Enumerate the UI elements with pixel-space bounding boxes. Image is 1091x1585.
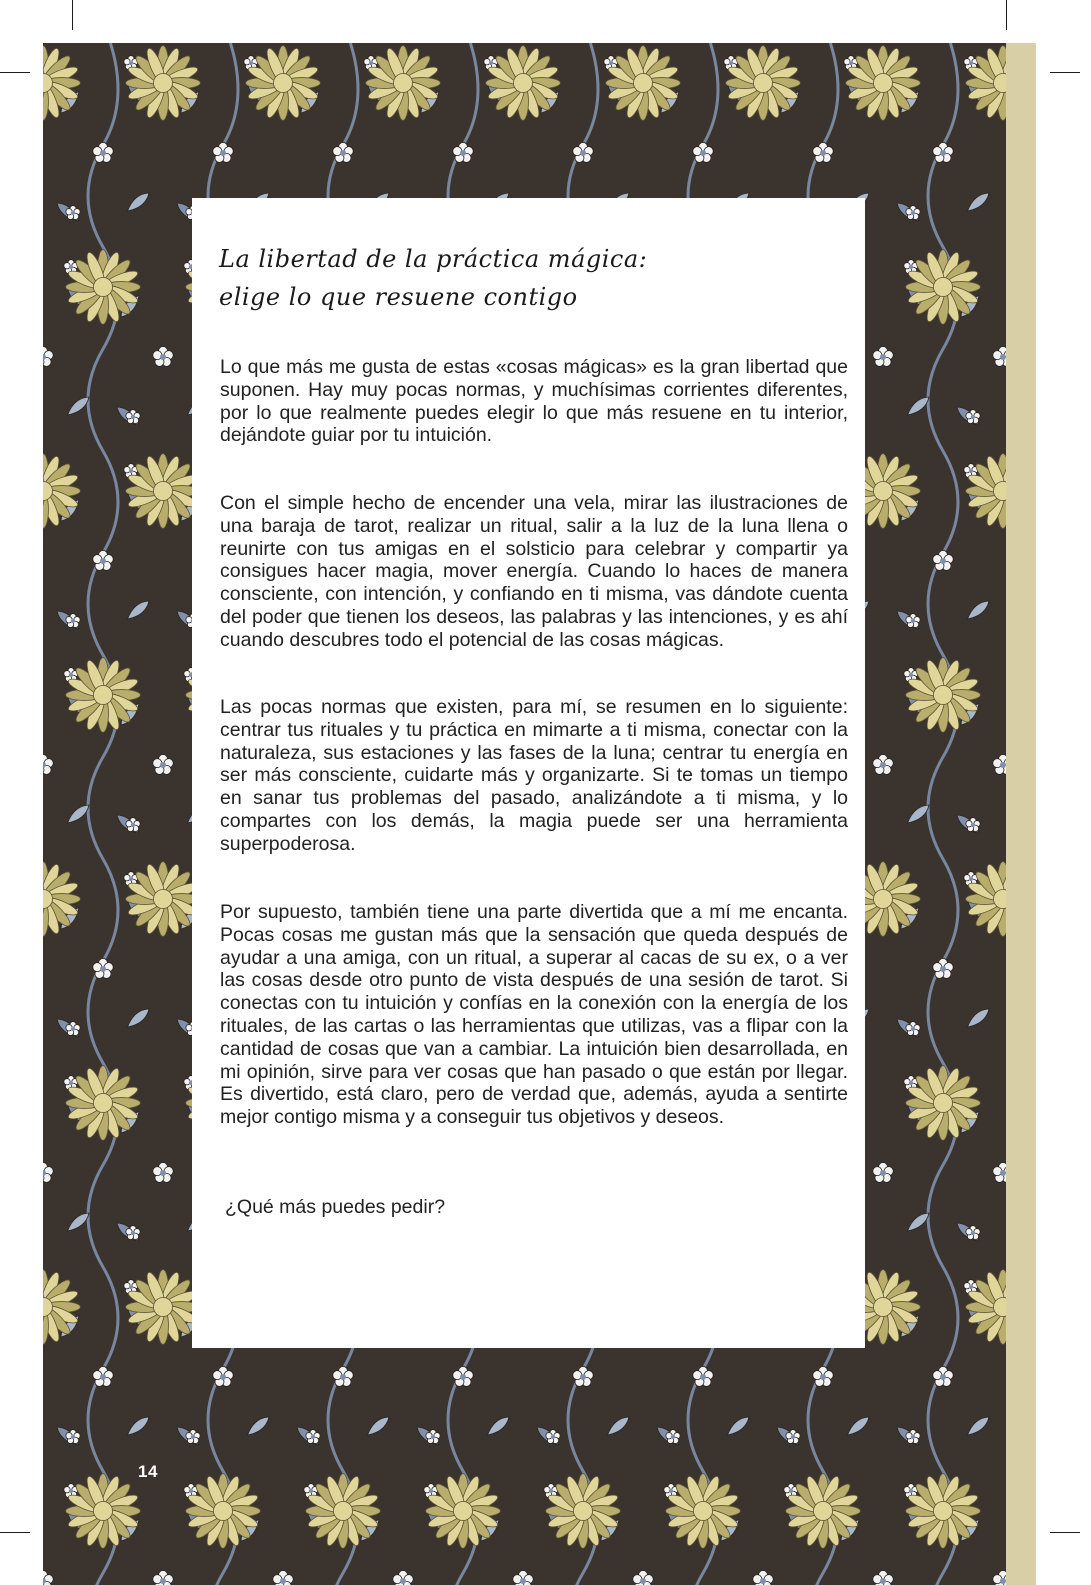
page-number: 14 xyxy=(138,1462,158,1481)
white-blossom xyxy=(872,755,895,777)
chrysanthemum-flower xyxy=(906,1474,981,1549)
chrysanthemum-flower xyxy=(906,250,981,325)
chrysanthemum-flower xyxy=(66,250,141,325)
chrysanthemum-flower xyxy=(366,46,441,121)
white-blossom xyxy=(152,755,175,777)
chrysanthemum-flower xyxy=(126,46,201,121)
white-blossom xyxy=(872,1163,895,1185)
white-blossom xyxy=(872,1571,895,1585)
leaf-shape xyxy=(605,1414,632,1439)
white-blossom xyxy=(43,347,54,369)
crop-mark-top-left xyxy=(72,0,73,30)
leaf-shape xyxy=(845,1414,872,1439)
chrysanthemum-flower xyxy=(186,1474,261,1549)
chrysanthemum-flower xyxy=(126,1270,201,1345)
crop-mark-right-bottom xyxy=(1050,1532,1080,1533)
chrysanthemum-flower xyxy=(846,46,921,121)
crop-mark-top-right xyxy=(1006,0,1007,30)
chrysanthemum-flower xyxy=(906,658,981,733)
leaf-shape xyxy=(725,1414,752,1439)
white-blossom xyxy=(392,1571,415,1585)
leaf-shape xyxy=(965,598,992,623)
leaf-shape xyxy=(485,1414,512,1439)
white-blossom xyxy=(992,347,1006,369)
chrysanthemum-flower xyxy=(66,1066,141,1141)
paragraph-3: Las pocas normas que existen, para mí, se resumen en lo siguiente: centrar tus rituales y tu práctica en mimarte a ti misma, conectar con la naturaleza, sus estaciones y las fases de la luna; centrar tu energía en ser más consciente, cuidarte más y organizarte. Si te tomas un tiempo en sanar tus problemas del pasado, analizándote a ti misma, y lo compartes con los demás, la magia puede ser una herramienta superpoderosa. xyxy=(220,696,848,855)
white-blossom xyxy=(872,347,895,369)
white-blossom xyxy=(512,1571,535,1585)
white-blossom xyxy=(152,1571,175,1585)
leaf-shape xyxy=(125,190,152,215)
paragraph-1: Lo que más me gusta de estas «cosas mágicas» es la gran libertad que suponen. Hay muy pocas normas, y muchísimas corrientes diferentes, por lo que realmente puedes elegir lo que más resuene en tu interior, dejándote guiar por tu intuición. xyxy=(220,356,848,447)
chrysanthemum-flower xyxy=(666,1474,741,1549)
leaf-shape xyxy=(125,1414,152,1439)
chapter-title xyxy=(219,240,839,316)
white-blossom xyxy=(272,1571,295,1585)
crop-mark-left-bottom xyxy=(0,1532,30,1533)
leaf-shape xyxy=(965,190,992,215)
crop-mark-right-top xyxy=(1050,72,1080,73)
chrysanthemum-flower xyxy=(66,1474,141,1549)
leaf-shape xyxy=(965,1006,992,1031)
text-panel xyxy=(192,198,865,1348)
paragraph-5-question: ¿Qué más puedes pedir? xyxy=(225,1196,446,1218)
chrysanthemum-flower xyxy=(246,46,321,121)
chapter-title-line-1: La libertad de la práctica mágica: xyxy=(219,245,648,273)
chrysanthemum-flower xyxy=(126,454,201,529)
white-blossom xyxy=(152,347,175,369)
chrysanthemum-flower xyxy=(486,46,561,121)
chrysanthemum-flower xyxy=(726,46,801,121)
page-spine-strip xyxy=(1006,43,1036,1585)
paragraph-2: Con el simple hecho de encender una vela, mirar las ilustraciones de una baraja de tarot, realizar un ritual, salir a la luz de la luna llena o reunirte con tus amigas en el solsticio para celebrar y compartir ya consigues hacer magia, mover energía. Cuando lo haces de manera consciente, con intención, y confiando en ti misma, vas dándote cuenta del poder que tienen los deseos, las palabras y las intenciones, y es ahí cuando descubres todo el potencial de las cosas mágicas. xyxy=(220,492,848,651)
white-blossom xyxy=(43,1163,54,1185)
white-blossom xyxy=(632,1571,655,1585)
chrysanthemum-flower xyxy=(906,1066,981,1141)
white-blossom xyxy=(43,755,54,777)
white-blossom xyxy=(152,1163,175,1185)
white-blossom xyxy=(992,1571,1006,1585)
chrysanthemum-flower xyxy=(66,658,141,733)
white-blossom xyxy=(752,1571,775,1585)
leaf-shape xyxy=(965,1414,992,1439)
leaf-shape xyxy=(365,1414,392,1439)
chrysanthemum-flower xyxy=(606,46,681,121)
chrysanthemum-flower xyxy=(786,1474,861,1549)
chrysanthemum-flower xyxy=(426,1474,501,1549)
chrysanthemum-flower xyxy=(126,862,201,937)
paragraph-4: Por supuesto, también tiene una parte divertida que a mí me encanta. Pocas cosas me gustan más que la sensación que queda después de ayudar a una amiga, con un ritual, a superar al cacas de su ex, o a ver las cosas desde otro punto de vista después de una sesión de tarot. Si conectas con tu intuición y confías en la conexión con la energía de los rituales, de las cartas o las herramientas que utilizas, vas a flipar con la cantidad de cosas que van a cambiar. La intuición bien desarrollada, en mi opinión, sirve para ver cosas que han pasado o que están por llegar. Es divertido, está claro, pero de verdad que, además, ayuda a sentirte mejor contigo misma y a conseguir tus objetivos y deseos. xyxy=(220,901,848,1129)
white-blossom xyxy=(992,755,1006,777)
crop-mark-left-top xyxy=(0,72,30,73)
leaf-shape xyxy=(245,1414,272,1439)
white-blossom xyxy=(43,1571,54,1585)
white-blossom xyxy=(992,1163,1006,1185)
chapter-title-line-2: elige lo que resuene contigo xyxy=(219,283,578,311)
leaf-shape xyxy=(125,598,152,623)
chrysanthemum-flower xyxy=(546,1474,621,1549)
chrysanthemum-flower xyxy=(306,1474,381,1549)
leaf-shape xyxy=(125,1006,152,1031)
